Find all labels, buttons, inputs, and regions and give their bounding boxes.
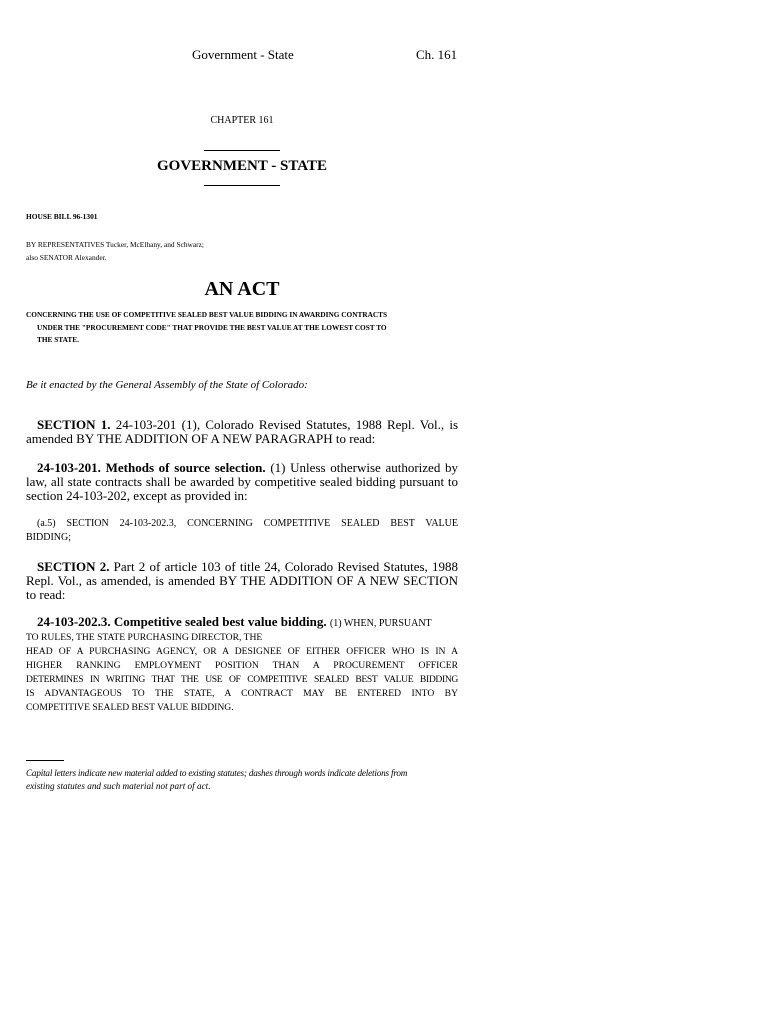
concerning-line-2: UNDER THE "PROCUREMENT CODE" THAT PROVIDE THE BEST VALUE AT THE LOWEST COST TO xyxy=(37,322,387,332)
footnote-rule xyxy=(26,760,64,761)
chapter-title: GOVERNMENT - STATE xyxy=(156,158,328,174)
title-rule-top xyxy=(204,150,280,151)
running-header-chapter: Ch. 161 xyxy=(416,47,458,62)
title-rule-bottom xyxy=(204,185,280,186)
statute-2-line-7: COMPETITIVE SEALED BEST VALUE BIDDING. xyxy=(26,702,234,713)
section-2-line-3: to read: xyxy=(26,587,66,602)
sponsors-line-1: BY REPRESENTATIVES Tucker, McElhany, and Schwarz; xyxy=(26,240,204,249)
paragraph-a5 xyxy=(26,517,458,545)
statute-1-line-2: law, all state contracts shall be awarded by competitive sealed bidding pursuant to xyxy=(26,474,458,489)
section-2 xyxy=(26,560,458,602)
paragraph-a5-line-2: BIDDING; xyxy=(26,532,71,543)
footnote-line-1: Capital letters indicate new material added to existing statutes; dashes through words indicate deletions from xyxy=(26,768,408,778)
chapter-number: CHAPTER 161 xyxy=(210,115,274,126)
sponsors xyxy=(26,238,204,264)
statute-24-103-202-3 xyxy=(26,615,458,715)
bill-number: HOUSE BILL 96-1301 xyxy=(26,212,98,221)
statute-1-heading: Methods of source selection. xyxy=(105,460,266,475)
statute-2-line-1: (1) WHEN, PURSUANT xyxy=(329,618,432,629)
statute-2-line-4: HIGHER RANKING EMPLOYMENT POSITION THAN A PROCUREMENT OFFICER xyxy=(26,660,458,671)
statute-2-line-2: TO RULES, THE STATE PURCHASING DIRECTOR, THE xyxy=(26,632,263,643)
enacting-clause: Be it enacted by the General Assembly of the State of Colorado: xyxy=(26,379,308,391)
section-2-line-1: Part 2 of article 103 of title 24, Colorado Revised Statutes, 1988 xyxy=(113,559,458,574)
statute-2-line-3: HEAD OF A PURCHASING AGENCY, OR A DESIGNEE OF EITHER OFFICER WHO IS IN A xyxy=(26,646,458,657)
statute-1-line-1: (1) Unless otherwise authorized by xyxy=(270,460,459,475)
statute-24-103-201 xyxy=(26,461,458,503)
section-2-label: SECTION 2. xyxy=(37,559,110,574)
section-1-label: SECTION 1. xyxy=(37,417,111,432)
statute-2-line-6: IS ADVANTAGEOUS TO THE STATE, A CONTRACT MAY BE ENTERED INTO BY xyxy=(26,688,458,699)
footnote xyxy=(26,767,466,792)
concerning-clause xyxy=(26,309,460,347)
statute-2-number: 24-103-202.3. xyxy=(37,614,111,629)
section-2-line-2: Repl. Vol., as amended, is amended BY THE ADDITION OF A NEW SECTION xyxy=(26,573,458,588)
running-header-left: Government - State xyxy=(192,47,294,62)
sponsors-line-2: also SENATOR Alexander. xyxy=(26,253,107,262)
footnote-line-2: existing statutes and such material not part of act. xyxy=(26,780,211,791)
concerning-line-1: CONCERNING THE USE OF COMPETITIVE SEALED BEST VALUE BIDDING IN AWARDING CONTRACTS xyxy=(26,310,388,319)
section-1-line-1: 24-103-201 (1), Colorado Revised Statutes, 1988 Repl. Vol., is xyxy=(115,417,458,432)
concerning-line-3: THE STATE. xyxy=(37,335,79,344)
paragraph-a5-line-1: (a.5) SECTION 24-103-202.3, CONCERNING COMPETITIVE SEALED BEST VALUE xyxy=(37,518,458,529)
statute-2-line-5: DETERMINES IN WRITING THAT THE USE OF COMPETITIVE SEALED BEST VALUE BIDDING xyxy=(26,674,458,685)
statute-1-number: 24-103-201. xyxy=(37,460,101,475)
act-heading: AN ACT xyxy=(204,278,280,300)
statute-2-heading: Competitive sealed best value bidding. xyxy=(113,614,327,629)
section-1 xyxy=(26,418,458,446)
statute-1-line-3: section 24-103-202, except as provided in: xyxy=(26,488,248,503)
section-1-line-2: amended BY THE ADDITION OF A NEW PARAGRAPH to read: xyxy=(26,431,376,446)
